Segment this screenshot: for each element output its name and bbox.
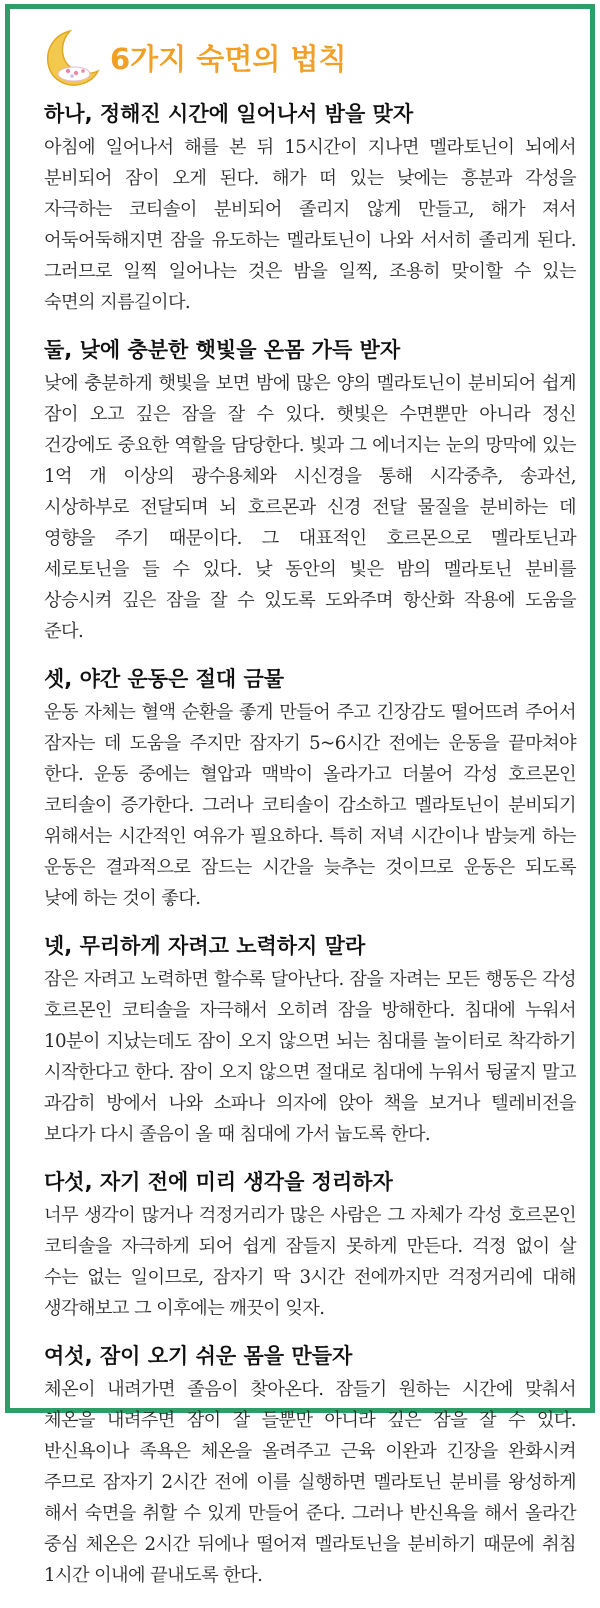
section-body: 낮에 충분하게 햇빛을 보면 밤에 많은 양의 멜라토닌이 분비되어 쉽게 잠이 오고 깊은 잠을 잘 수 있다. 햇빛은 수면뿐만 아니라 정신 건강에도 중요한 역할을 담당한다. 빛과 그 에너지는 눈의 망막에 있는 1억 개 이상의 광수용체와 시신경을 통해 시각중추, 송과선, 시상하부로 전달되며 뇌 호르몬과 신경 전달 물질을 분비하는 데 영향을 주기 때문이다. 그 대표적인 호르몬으로 멜라토닌과 세로토닌을 들 수 있다. 낮 동안의 빛은 밤의 멜라토닌 분비를 상승시켜 깊은 잠을 잘 수 있도록 도와주며 항산화 작용에 도움을 준다. (44, 373, 576, 642)
header (10, 9, 590, 83)
section-heading: 넷, 무리하게 자려고 노력하지 말라 (44, 934, 366, 958)
section-heading: 셋, 야간 운동은 절대 금물 (44, 667, 285, 691)
section-heading: 다섯, 자기 전에 미리 생각을 정리하자 (44, 1170, 393, 1194)
section-4 (44, 931, 576, 1150)
section-heading: 하나, 정해진 시간에 일어나서 밤을 맞자 (44, 102, 414, 126)
section-6 (44, 1341, 576, 1591)
section-body: 잠은 자려고 노력하면 할수록 달아난다. 잠을 자려는 모든 행동은 각성 호르몬인 코티솔을 자극해서 오히려 잠을 방해한다. 침대에 누워서 10분이 지났는데도 잠이 오지 않으면 뇌는 침대를 놀이터로 착각하기 시작한다고 한다. 잠이 오지 않으면 절대로 침대에 누워서 뒹굴지 말고 과감히 방에서 나와 소파나 의자에 앉아 책을 보거나 텔레비전을 보다가 다시 졸음이 올 때 침대에 가서 눕도록 한다. (44, 969, 576, 1145)
section-body: 너무 생각이 많거나 걱정거리가 많은 사람은 그 자체가 각성 호르몬인 코티솔을 자극하게 되어 쉽게 잠들지 못하게 만든다. 걱정 없이 살 수는 없는 일이므로, 잠자기 딱 3시간 전에까지만 걱정거리에 대해 생각해보고 그 이후에는 깨끗이 잊자. (44, 1205, 576, 1319)
section-body: 운동 자체는 혈액 순환을 좋게 만들어 주고 긴장감도 떨어뜨려 주어서 잠자는 데 도움을 주지만 잠자기 5~6시간 전에는 운동을 끝마쳐야 한다. 운동 중에는 혈압과 맥박이 올라가고 더불어 각성 호르몬인 코티솔이 증가한다. 그러나 코티솔이 감소하고 멜라토닌이 분비되기 위해서는 시간적인 여유가 필요하다. 특히 저녁 시간이나 밤늦게 하는 운동은 결과적으로 잠드는 시간을 늦추는 것이므로 운동은 되도록 낮에 하는 것이 좋다. (44, 702, 576, 909)
page-title: 6가지 숙면의 법칙 (110, 42, 347, 76)
section-body: 아침에 일어나서 해를 본 뒤 15시간이 지나면 멜라토닌이 뇌에서 분비되어 잠이 오게 된다. 해가 떠 있는 낮에는 흥분과 각성을 자극하는 코티솔이 분비되어 졸리지 않게 만들고, 해가 져서 어둑어둑해지면 잠을 유도하는 멜라토닌이 나와 서서히 졸리게 된다. 그러므로 일찍 일어나는 것은 밤을 일찍, 조용히 맞이할 수 있는 숙면의 지름길이다. (44, 137, 576, 313)
crescent-moon-icon (40, 27, 102, 89)
section-1 (44, 99, 576, 318)
section-body: 체온이 내려가면 졸음이 찾아온다. 잠들기 원하는 시간에 맞춰서 체온을 내려주면 잠이 잘 들뿐만 아니라 깊은 잠을 잘 수 있다. 반신욕이나 족욕은 체온을 올려주고 근육 이완과 긴장을 완화시켜 주므로 잠자기 2시간 전에 이를 실행하면 멜라토닌 분비를 왕성하게 해서 숙면을 취할 수 있게 만들어 준다. 그러나 반신욕을 해서 올라간 중심 체온은 2시간 뒤에나 떨어져 멜라토닌을 분비하기 때문에 취침 1시간 이내에 끝내도록 한다. (44, 1379, 576, 1586)
sections (44, 99, 576, 1608)
section-3 (44, 664, 576, 914)
section-2 (44, 335, 576, 647)
section-heading: 둘, 낮에 충분한 햇빛을 온몸 가득 받자 (44, 338, 401, 362)
article-box (5, 4, 595, 1586)
section-heading: 여섯, 잠이 오기 쉬운 몸을 만들자 (44, 1344, 353, 1368)
section-5 (44, 1167, 576, 1324)
